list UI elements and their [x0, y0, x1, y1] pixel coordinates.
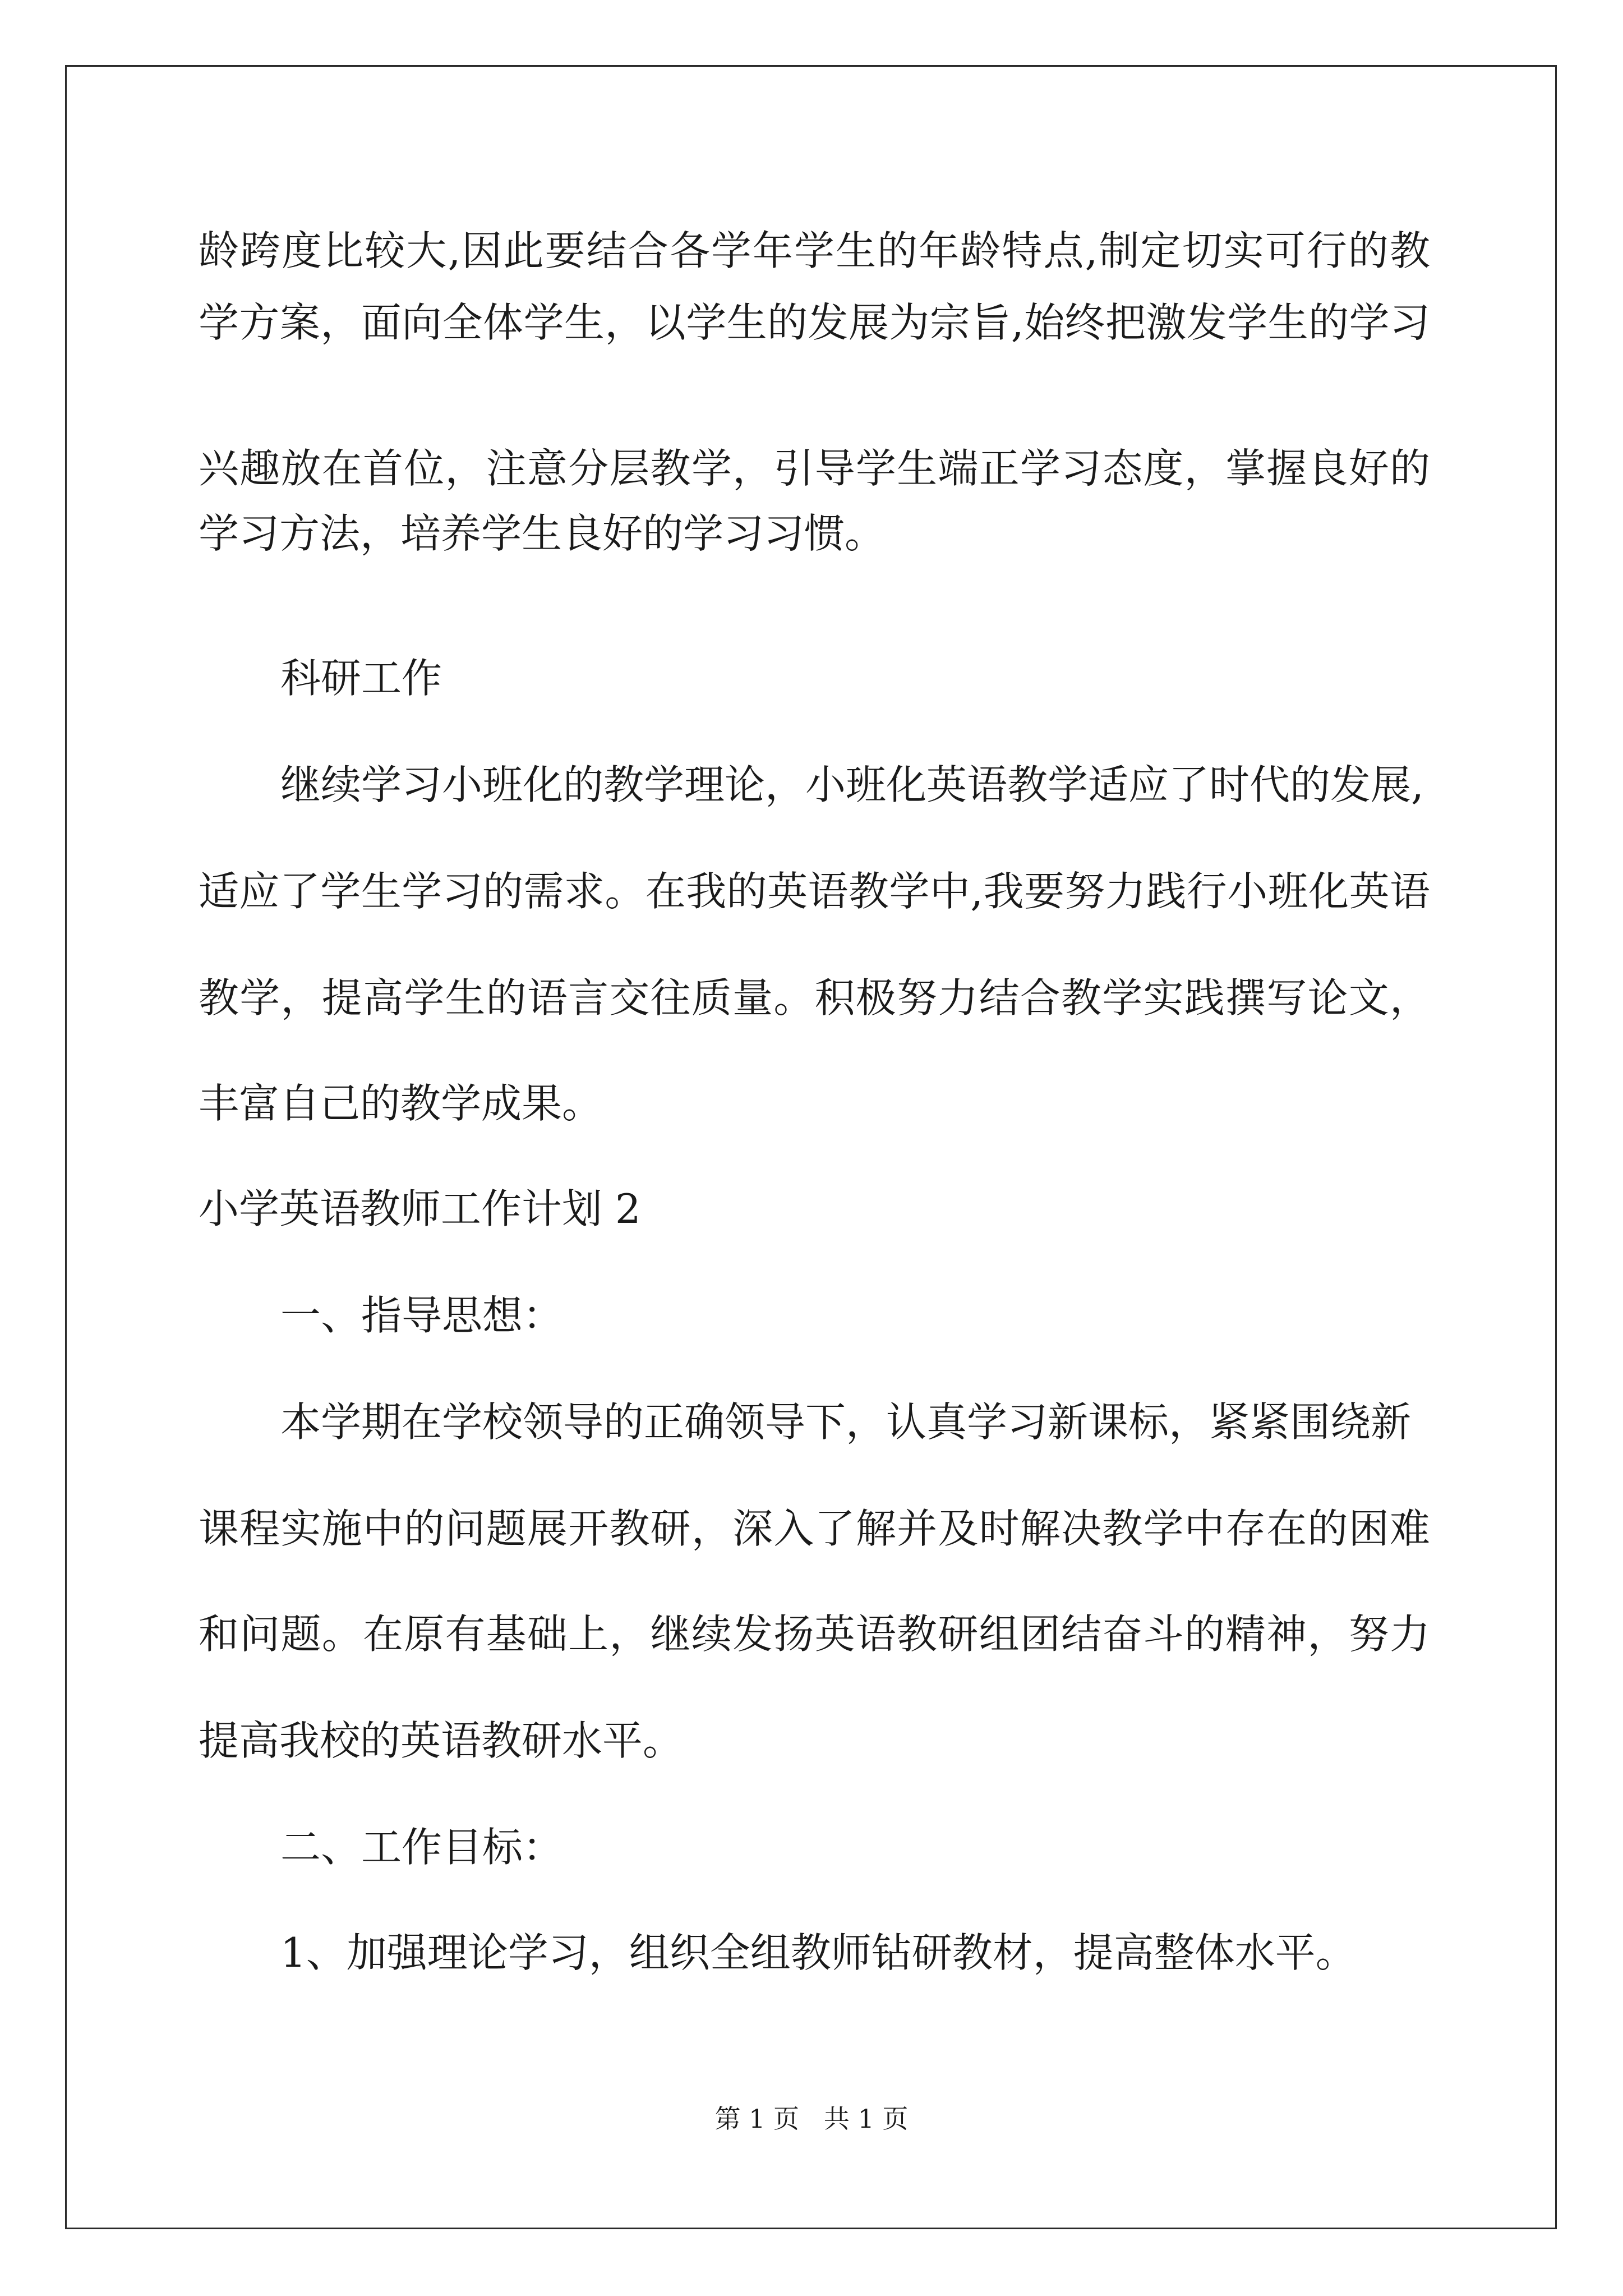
paragraph-line: 龄跨度比较大,因此要结合各学年学生的年龄特点,制定切实可行的教	[199, 227, 1430, 274]
paragraph-line: 和问题。在原有基础上，继续发扬英语教研组团结奋斗的精神，努力	[199, 1611, 1430, 1658]
paragraph-line: 兴趣放在首位，注意分层教学，引导学生端正学习态度，掌握良好的	[199, 445, 1430, 492]
list-item: 1、加强理论学习，组织全组教师钻研教材，提高整体水平。	[280, 1929, 1356, 1976]
paragraph-line: 适应了学生学习的需求。在我的英语教学中,我要努力践行小班化英语	[199, 868, 1430, 915]
paragraph-line: 学方案，面向全体学生，以学生的发展为宗旨,始终把激发学生的学习	[199, 299, 1430, 346]
paragraph-line: 继续学习小班化的教学理论，小班化英语教学适应了时代的发展,	[280, 761, 1424, 808]
section-heading: 一、指导思想：	[280, 1292, 564, 1339]
paragraph-line: 丰富自己的教学成果。	[199, 1080, 603, 1127]
paragraph-line: 本学期在学校领导的正确领导下，认真学习新课标，紧紧围绕新	[280, 1398, 1412, 1446]
paragraph-line: 提高我校的英语教研水平。	[199, 1717, 684, 1764]
section-heading: 二、工作目标：	[280, 1824, 564, 1871]
document-title: 小学英语教师工作计划 2	[199, 1185, 641, 1232]
page-number-footer: 第 1 页 共 1 页	[714, 2104, 909, 2134]
page-border	[65, 65, 1557, 2229]
paragraph-line: 学习方法，培养学生良好的学习习惯。	[199, 510, 886, 557]
paragraph-line: 教学，提高学生的语言交往质量。积极努力结合教学实践撰写论文，	[199, 974, 1430, 1022]
section-heading: 科研工作	[280, 655, 442, 702]
paragraph-line: 课程实施中的问题展开教研，深入了解并及时解决教学中存在的困难	[199, 1505, 1430, 1552]
